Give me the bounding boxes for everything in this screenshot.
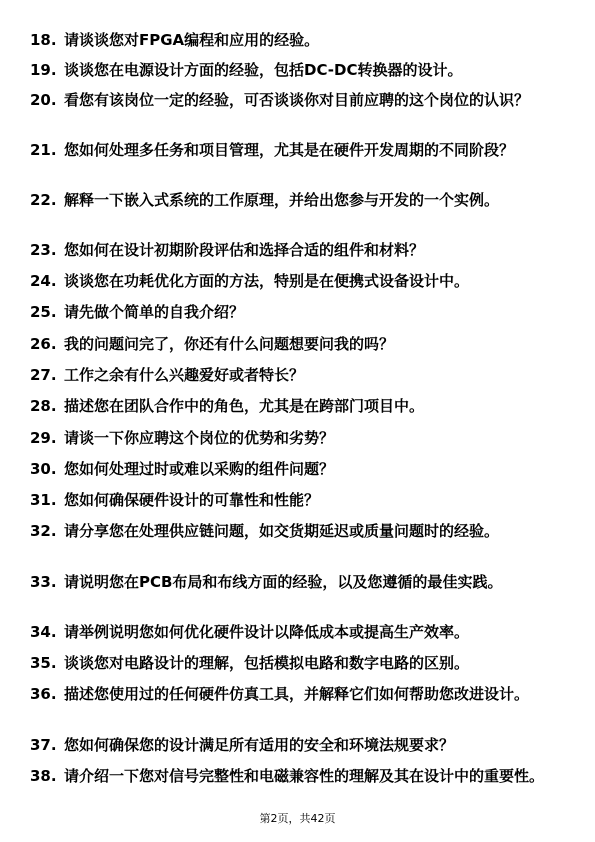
question-item	[30, 363, 575, 387]
question-item	[30, 188, 575, 212]
question-number: 22.	[30, 191, 57, 209]
question-item	[30, 88, 575, 112]
question-text: 谈谈您在电源设计方面的经验，包括DC-DC转换器的设计。	[64, 61, 463, 79]
question-text: 请谈谈您对FPGA编程和应用的经验。	[64, 31, 320, 49]
question-number: 27.	[30, 366, 57, 384]
question-number: 21.	[30, 141, 57, 159]
question-number: 25.	[30, 303, 57, 321]
question-item	[30, 570, 575, 594]
question-text: 描述您在团队合作中的角色，尤其是在跨部门项目中。	[64, 397, 425, 415]
question-text: 工作之余有什么兴趣爱好或者特长？	[64, 366, 305, 384]
question-text: 请说明您在PCB布局和布线方面的经验，以及您遵循的最佳实践。	[64, 573, 503, 591]
question-item	[30, 651, 575, 675]
question-number: 35.	[30, 654, 57, 672]
question-number: 30.	[30, 460, 57, 478]
question-item	[30, 682, 575, 706]
question-text: 请谈一下你应聘这个岗位的优势和劣势？	[64, 429, 335, 447]
question-item	[30, 394, 575, 418]
question-number: 23.	[30, 241, 57, 259]
question-item	[30, 519, 575, 543]
question-text: 请先做个简单的自我介绍？	[64, 303, 245, 321]
question-text: 请介绍一下您对信号完整性和电磁兼容性的理解及其在设计中的重要性。	[64, 767, 545, 785]
question-number: 18.	[30, 31, 57, 49]
question-item	[30, 138, 575, 162]
question-number: 19.	[30, 61, 57, 79]
question-item	[30, 58, 575, 82]
question-number: 29.	[30, 429, 57, 447]
question-text: 解释一下嵌入式系统的工作原理，并给出您参与开发的一个实例。	[64, 191, 500, 209]
question-item	[30, 269, 575, 293]
question-number: 31.	[30, 491, 57, 509]
question-item	[30, 300, 575, 324]
question-text: 谈谈您在功耗优化方面的方法，特别是在便携式设备设计中。	[64, 272, 470, 290]
question-number: 24.	[30, 272, 57, 290]
question-text: 请举例说明您如何优化硬件设计以降低成本或提高生产效率。	[64, 623, 470, 641]
question-item	[30, 28, 575, 52]
question-text: 您如何确保硬件设计的可靠性和性能？	[64, 491, 320, 509]
question-text: 谈谈您对电路设计的理解，包括模拟电路和数字电路的区别。	[64, 654, 470, 672]
question-item	[30, 488, 575, 512]
question-item	[30, 620, 575, 644]
question-item	[30, 332, 575, 356]
question-item	[30, 238, 575, 262]
question-text: 看您有该岗位一定的经验，可否谈谈你对目前应聘的这个岗位的认识？	[64, 91, 530, 109]
question-number: 38.	[30, 767, 57, 785]
page-footer: 第2页，共42页	[259, 812, 336, 825]
question-number: 37.	[30, 736, 57, 754]
question-item	[30, 426, 575, 450]
question-number: 28.	[30, 397, 57, 415]
question-number: 26.	[30, 335, 57, 353]
question-number: 32.	[30, 522, 57, 540]
question-text: 您如何确保您的设计满足所有适用的安全和环境法规要求？	[64, 736, 455, 754]
question-number: 33.	[30, 573, 57, 591]
question-text: 您如何处理多任务和项目管理，尤其是在硬件开发周期的不同阶段？	[64, 141, 515, 159]
question-text: 请分享您在处理供应链问题，如交货期延迟或质量问题时的经验。	[64, 522, 500, 540]
question-text: 我的问题问完了，你还有什么问题想要问我的吗？	[64, 335, 395, 353]
question-number: 20.	[30, 91, 57, 109]
question-text: 您如何在设计初期阶段评估和选择合适的组件和材料？	[64, 241, 425, 259]
question-text: 描述您使用过的任何硬件仿真工具，并解释它们如何帮助您改进设计。	[64, 685, 530, 703]
question-item	[30, 733, 575, 757]
question-number: 36.	[30, 685, 57, 703]
question-text: 您如何处理过时或难以采购的组件问题？	[64, 460, 335, 478]
question-item	[30, 457, 575, 481]
question-number: 34.	[30, 623, 57, 641]
question-item	[30, 764, 575, 788]
